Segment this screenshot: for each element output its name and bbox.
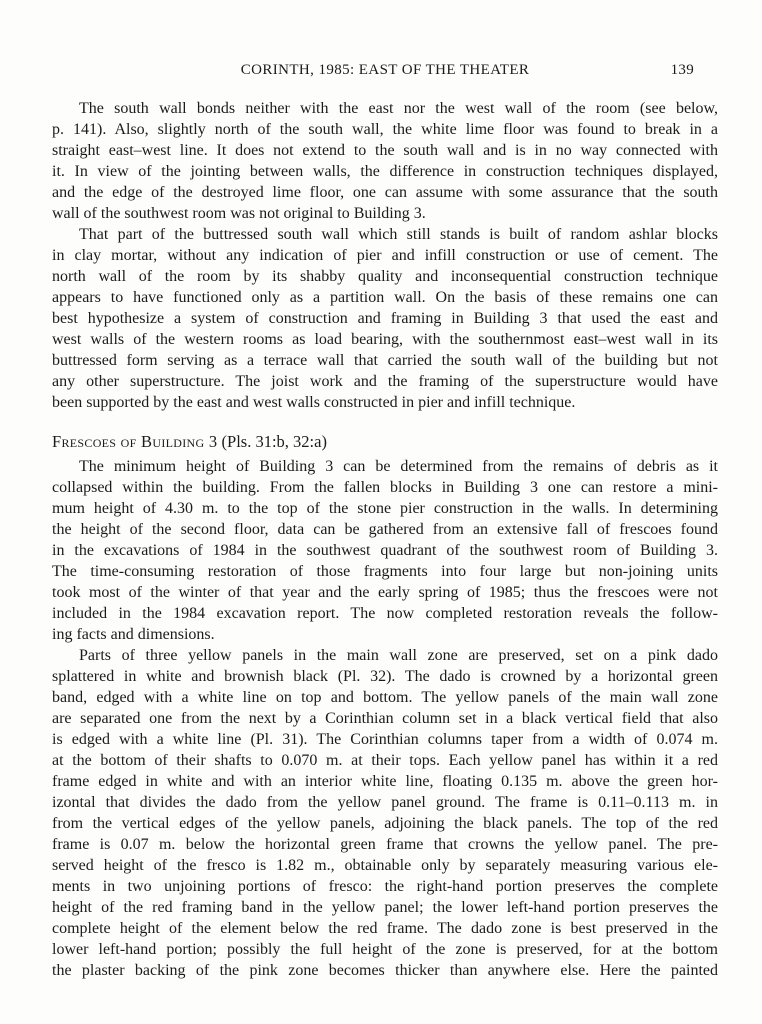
- text-line: buttressed form serving as a terrace wall that carried the south wall of the building but not: [52, 352, 718, 369]
- text-line: west walls of the western rooms as load bearing, with the southernmost east–west wall in its: [52, 331, 718, 348]
- text-line: frame edged in white and with an interior white line, floating 0.135 m. above the green hor-: [52, 773, 718, 790]
- text-line: frame is 0.07 m. below the horizontal green frame that crowns the yellow panel. The pre-: [52, 836, 718, 853]
- text-line: took most of the winter of that year and the early spring of 1985; thus the frescoes were not: [52, 584, 718, 601]
- text-line: Parts of three yellow panels in the main wall zone are preserved, set on a pink dado: [79, 647, 718, 664]
- text-line: lower left-hand portion; possibly the full height of the zone is preserved, for at the bottom: [52, 941, 718, 958]
- text-line: any other superstructure. The joist work and the framing of the superstructure would have: [52, 373, 718, 390]
- paragraph-minimum-height: [52, 456, 718, 645]
- text-line: band, edged with a white line on top and bottom. The yellow panels of the main wall zone: [52, 689, 718, 706]
- text-line: and the edge of the destroyed lime floor, one can assume with some assurance that the south: [52, 184, 718, 201]
- text-line: been supported by the east and west walls constructed in pier and infill technique.: [52, 394, 576, 411]
- page-number: 139: [670, 62, 694, 78]
- text-line: The time-consuming restoration of those fragments into four large but non-joining units: [52, 563, 718, 580]
- text-line: izontal that divides the dado from the yellow panel ground. The frame is 0.11–0.113 m. in: [52, 794, 718, 811]
- text-line: The minimum height of Building 3 can be determined from the remains of debris as it: [79, 458, 718, 475]
- text-line: mum height of 4.30 m. to the top of the stone pier construction in the walls. In determining: [52, 500, 718, 517]
- text-line: at the bottom of their shafts to 0.070 m. at their tops. Each yellow panel has within it a red: [52, 752, 718, 769]
- text-block: [52, 98, 718, 981]
- text-line: in the excavations of 1984 in the southwest quadrant of the southwest room of Building 3.: [52, 542, 718, 559]
- running-head: [52, 61, 718, 80]
- text-line: The south wall bonds neither with the east nor the west wall of the room (see below,: [79, 100, 718, 117]
- paragraph-yellow-panels: [52, 645, 718, 981]
- text-line: the height of the second floor, data can be gathered from an extensive fall of frescoes found: [52, 521, 718, 538]
- text-line: straight east–west line. It does not extend to the south wall and is in no way connected with: [52, 142, 718, 159]
- section-heading-plates-ref: (Pls. 31:b, 32:a): [217, 432, 327, 451]
- text-line: ing facts and dimensions.: [52, 626, 215, 643]
- text-line: included in the 1984 excavation report. The now completed restoration reveals the follow-: [52, 605, 718, 622]
- text-line: wall of the southwest room was not original to Building 3.: [52, 205, 426, 222]
- text-line: p. 141). Also, slightly north of the south wall, the white lime floor was found to break in a: [52, 121, 718, 138]
- text-line: served height of the fresco is 1.82 m., obtainable only by separately measuring various ele-: [52, 857, 718, 874]
- text-line: north wall of the room by its shabby quality and inconsequential construction technique: [52, 268, 718, 285]
- section-heading-title: Frescoes of Building 3: [52, 432, 218, 451]
- text-line: That part of the buttressed south wall which still stands is built of random ashlar blocks: [79, 226, 718, 243]
- text-line: in clay mortar, without any indication of pier and infill construction or use of cement. The: [52, 247, 718, 264]
- text-line: height of the red framing band in the yellow panel; the lower left-hand portion preserves the: [52, 899, 718, 916]
- text-line: it. In view of the jointing between walls, the difference in construction techniques displayed,: [52, 163, 718, 180]
- text-line: complete height of the element below the red frame. The dado zone is best preserved in the: [52, 920, 718, 937]
- section-heading: [52, 431, 718, 452]
- paragraph-south-wall: [52, 98, 718, 224]
- text-line: the plaster backing of the pink zone becomes thicker than anywhere else. Here the painted: [52, 962, 718, 979]
- text-line: collapsed within the building. From the fallen blocks in Building 3 one can restore a mini-: [52, 479, 718, 496]
- running-head-title: CORINTH, 1985: EAST OF THE THEATER: [240, 62, 530, 78]
- text-line: is edged with a white line (Pl. 31). The Corinthian columns taper from a width of 0.074 m.: [52, 731, 718, 748]
- text-line: best hypothesize a system of construction and framing in Building 3 that used the east and: [52, 310, 718, 327]
- text-line: from the vertical edges of the yellow panels, adjoining the black panels. The top of the red: [52, 815, 718, 832]
- paragraph-buttressed-wall: [52, 224, 718, 413]
- text-line: appears to have functioned only as a partition wall. On the basis of these remains one can: [52, 289, 718, 306]
- text-line: splattered in white and brownish black (Pl. 32). The dado is crowned by a horizontal green: [52, 668, 718, 685]
- text-line: ments in two unjoining portions of fresco: the right-hand portion preserves the complete: [52, 878, 718, 895]
- text-line: are separated one from the next by a Corinthian column set in a black vertical field that also: [52, 710, 718, 727]
